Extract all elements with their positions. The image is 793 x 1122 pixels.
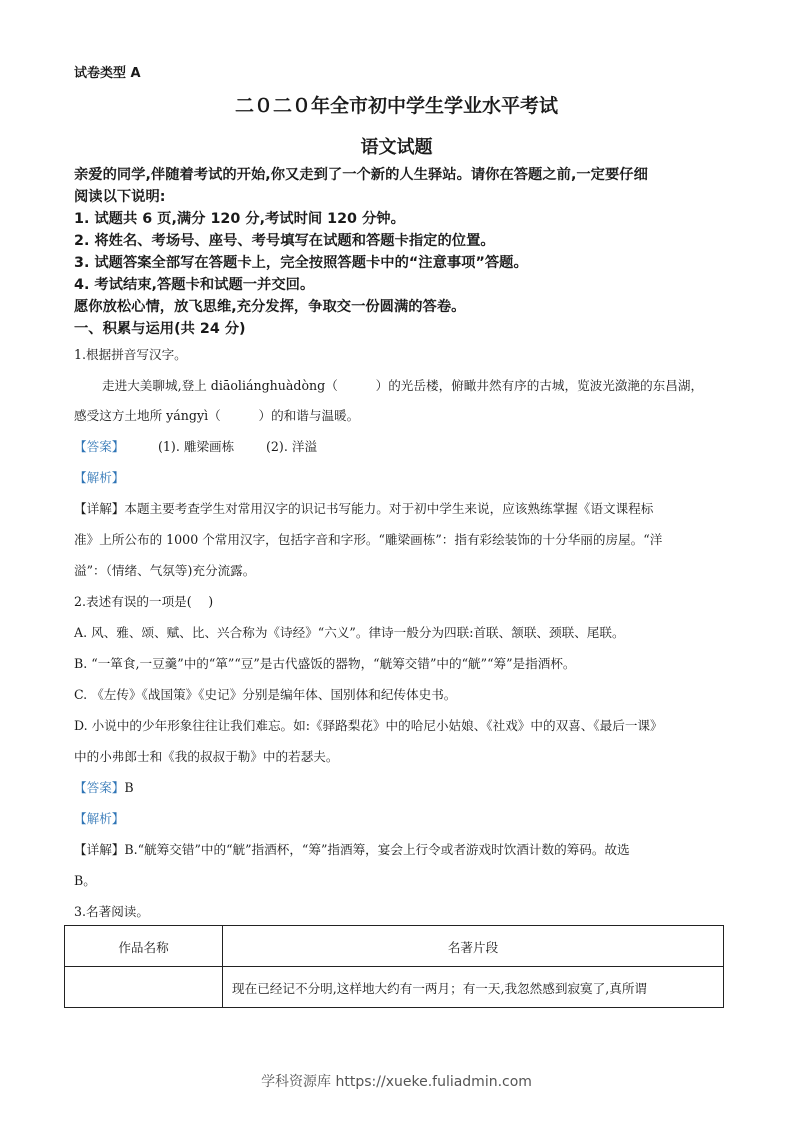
instruction-line: 愿你放松心情，放飞思维,充分发挥，争取交一份圆满的答卷。 <box>74 299 466 315</box>
subject-title: 语文试题 <box>360 137 433 158</box>
table-row <box>65 967 724 1008</box>
q2-answer-value: B <box>124 780 134 795</box>
q2-answer <box>74 777 134 796</box>
instruction-line: 4. 考试结束,答题卡和试题一并交回。 <box>74 277 315 293</box>
q2-option-d: D. 小说中的少年形象往往让我们难忘。如:《驿路梨花》中的哈尼小姑娘、《社戏》中的双喜、《最后一课》 <box>74 718 663 733</box>
q1-analysis-tag: 【解析】 <box>74 470 125 485</box>
q1-answer-2: (2). 洋溢 <box>266 439 318 454</box>
q2-option-a: A. 风、雅、颂、赋、比、兴合称为《诗经》“六义”。律诗一般分为四联:首联、颔联、颈联、尾联。 <box>74 625 625 640</box>
section-heading: 一、积累与运用(共 24 分) <box>74 321 246 337</box>
q1-detail-line: 溢”：（情绪、气氛等)充分流露。 <box>74 563 256 578</box>
instruction-line: 阅读以下说明: <box>74 189 166 205</box>
paper-type: 试卷类型 A <box>74 66 141 81</box>
q1-answer-tag: 【答案】 <box>74 439 125 454</box>
q2-stem: 2.表述有误的一项是( ) <box>74 594 214 609</box>
table-header-row <box>65 926 724 967</box>
works-table <box>64 925 724 1008</box>
q2-option-d-cont: 中的小弗郎士和《我的叔叔于勒》中的若瑟夫。 <box>74 749 339 764</box>
q2-answer-tag: 【答案】 <box>74 780 125 795</box>
instruction-line: 1. 试题共 6 页,满分 120 分,考试时间 120 分钟。 <box>74 211 405 227</box>
q2-detail-line: B。 <box>74 873 96 888</box>
q1-passage-line: 感受这方土地所 yángyì（ ）的和谐与温暖。 <box>74 408 360 423</box>
footer-watermark: 学科资源库 https://xueke.fuliadmin.com <box>261 1074 532 1090</box>
q1-stem: 1.根据拼音写汉字。 <box>74 347 187 362</box>
q2-analysis-tag: 【解析】 <box>74 811 125 826</box>
q1-passage-line: 走进大美聊城,登上 diāoliánghuàdòng（ ）的光岳楼，俯瞰井然有序的古城，览波光潋滟的东昌湖， <box>102 378 704 393</box>
work-name-cell <box>65 967 223 1008</box>
q3-stem: 3.名著阅读。 <box>74 904 149 919</box>
q2-option-c: C. 《左传》《战国策》《史记》分别是编年体、国别体和纪传体史书。 <box>74 687 457 702</box>
exam-title: 二０二０年全市初中学生学业水平考试 <box>234 95 558 117</box>
q1-detail-line: 准》上所公布的 1000 个常用汉字，包括字音和字形。“雕梁画栋”：指有彩绘装饰的十分华丽的房屋。“洋 <box>74 532 663 547</box>
col-header-excerpt: 名著片段 <box>223 926 724 967</box>
instruction-line: 3. 试题答案全部写在答题卡上，完全按照答题卡中的“注意事项”答题。 <box>74 255 528 271</box>
q1-detail-line: 【详解】本题主要考查学生对常用汉字的识记书写能力。对于初中学生来说，应该熟练掌握《语文课程标 <box>74 501 654 516</box>
instruction-line: 2. 将姓名、考场号、座号、考号填写在试题和答题卡指定的位置。 <box>74 233 495 249</box>
col-header-work: 作品名称 <box>65 926 223 967</box>
q2-option-b: B. “一箪食,一豆羹”中的“箪”“豆”是古代盛饭的器物，“觥筹交错”中的“觥”“筹”是指酒杯。 <box>74 656 576 671</box>
excerpt-cell: 现在已经记不分明,这样地大约有一两月；有一天,我忽然感到寂寞了,真所谓 <box>223 967 724 1008</box>
instruction-line: 亲爱的同学,伴随着考试的开始,你又走到了一个新的人生驿站。请你在答题之前,一定要仔细 <box>74 167 648 183</box>
q2-detail-line: 【详解】B.“觥筹交错”中的“觥”指酒杯，“筹”指酒筹，宴会上行令或者游戏时饮酒计数的筹码。故选 <box>74 842 630 857</box>
q1-answer-1: (1). 雕梁画栋 <box>158 439 235 454</box>
